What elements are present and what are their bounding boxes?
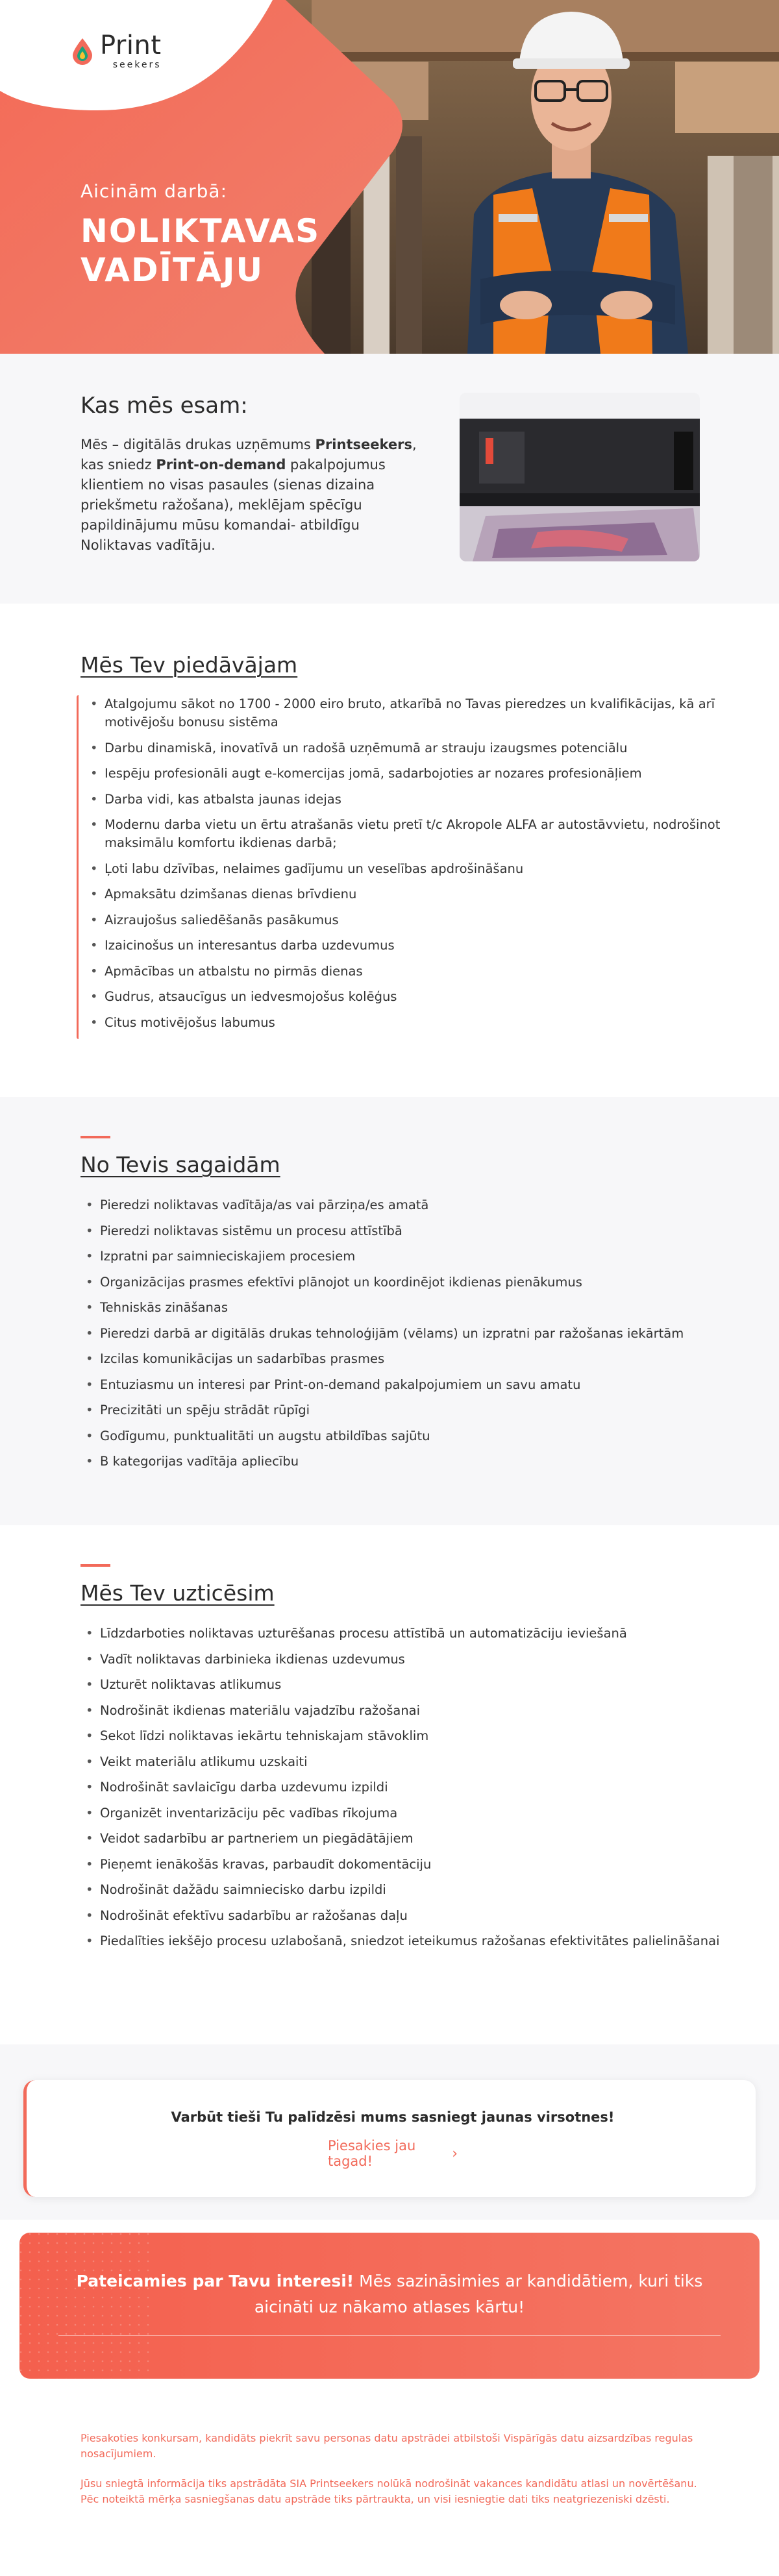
list-item: • Izpratni par saimnieciskajiem procesiem [80,1247,730,1266]
list-item: • Izaicinošus un interesantus darba uzdevumus [85,937,726,955]
expect-title: No Tevis sagaidām [80,1152,280,1177]
footer-consent-text: Piesakoties konkursam, kandidāts piekrīt savu personas datu apstrādei atbilstoši Vispārīgās datu aizsardzības regulas nosacījumiem. [80,2432,693,2460]
list-item: • Aizraujošus saliedēšanās pasākumus [85,911,726,929]
privacy-footer [80,2431,704,2507]
list-item: • Sekot līdzi noliktavas iekārtu tehniskajam stāvoklim [80,1727,730,1745]
cta-section [0,2044,779,2220]
hero-title [80,212,320,289]
chevron-right-icon: › [452,2145,458,2162]
list-item: • Darba vidi, kas atbalsta jaunas idejas [85,791,726,809]
about-text [80,435,431,556]
list-item: • Tehniskās zināšanas [80,1299,730,1317]
list-item: • Nodrošināt dažādu saimniecisko darbu izpildi [80,1881,730,1899]
list-item: • Organizācijas prasmes efektīvi plānojot un koordinējot ikdienas pienākumus [80,1273,730,1292]
list-item: • Piedalīties iekšējo procesu uzlabošanā, sniedzot ieteikumus ražošanas efektivitātes palielināšanai [80,1932,730,1950]
list-item: • Apmaksātu dzimšanas dienas brīvdienu [85,885,726,903]
about-text-part: pakalpojumus klientiem no visas pasaules (sienas dizaina priekšmetu ražošana), meklējam spēcīgu papildinājumu mūsu komandai- atbildīgu Noliktavas vadītāju. [80,457,386,553]
expect-section [0,1097,779,1525]
list-item: • Pieredzi noliktavas sistēmu un procesu attīstībā [80,1222,730,1240]
hero-title-line-1: NOLIKTAVAS [80,212,321,250]
list-item: • Pieņemt ienākošās kravas, parbaudīt dokomentāciju [80,1856,730,1874]
thanks-banner [19,2233,760,2379]
list-item: • Entuziasmu un interesi par Print-on-demand pakalpojumiem un savu amatu [80,1376,730,1394]
thanks-rest: Mēs sazināsimies ar kandidātiem, kuri tiks aicināti uz nākamo atlases kārtu! [254,2272,703,2316]
list-item: • Uzturēt noliktavas atlikumus [80,1676,730,1694]
cta-question: Varbūt tieši Tu palīdzēsi mums sasniegt jaunas virsotnes! [171,2109,615,2125]
about-company-name: Printseekers [315,437,412,452]
logo-wordmark: Print [100,31,162,60]
divider [58,2335,721,2336]
list-item: • Iespēju profesionāli augt e-komercijas jomā, sadarbojoties ar nozares profesionāļiem [85,765,726,783]
list-item: • Darbu dinamiskā, inovatīvā un radošā uzņēmumā ar strauju izaugsmes potenciālu [85,739,726,757]
list-item: • Veikt materiālu atlikumu uzskaiti [80,1753,730,1771]
accent-dash [80,1136,110,1138]
list-item: • Pieredzi darbā ar digitālās drukas tehnoloģijām (vēlams) un izpratni par ražošanas iekārtām [80,1325,730,1343]
list-item: • Organizēt inventarizāciju pēc vadības rīkojuma [80,1804,730,1822]
list-item: • Ļoti labu dzīvības, nelaimes gadījumu un veselības apdrošināšanu [85,860,726,878]
list-item: • Pieredzi noliktavas vadītāja/as vai pārziņa/es amatā [80,1196,730,1214]
drop-logo-icon [71,37,93,66]
about-text-part: Mēs – digitālās drukas uzņēmums [80,437,315,452]
printseekers-logo[interactable] [71,32,162,70]
about-section [0,354,779,604]
footer-processing-text: Jūsu sniegtā informācija tiks apstrādāta SIA Printseekers nolūkā nodrošināt vakances kandidātu atlasi un novērtēšanu. Pēc noteiktā mērķa sasniegšanas datu apstrāde tiks pārtraukta, un visi iesniegtie dati tiks neatgriezeniski dzēsti. [80,2477,697,2505]
list-item: • Līdzdarboties noliktavas uzturēšanas procesu attīstībā un automatizāciju ieviešanā [80,1625,730,1643]
offer-title: Mēs Tev piedāvājam [80,652,298,678]
hero-title-line-2: VADĪTĀJU [80,251,264,289]
accent-dash [80,1564,110,1567]
list-item: • Atalgojumu sākot no 1700 - 2000 eiro bruto, atkarībā no Tavas pieredzes un kvalifikācijas, kā arī motivējošu bonusu sistēma [85,695,726,731]
logo-subtitle: seekers [112,60,162,70]
hero-banner [0,0,779,354]
list-item: • Nodrošināt ikdienas materiālu vajadzību ražošanai [80,1702,730,1720]
hero-kicker: Aicinām darbā: [80,180,227,202]
list-item: • Citus motivējošus labumus [85,1014,726,1032]
offer-section [0,607,779,1090]
thanks-message [58,2268,721,2320]
cta-card [23,2080,756,2197]
thanks-bold: Pateicamies par Tavu interesi! [76,2272,354,2290]
list-item: • Nodrošināt efektīvu sadarbību ar ražošanas daļu [80,1907,730,1925]
apply-now-button[interactable] [328,2140,458,2167]
printer-photo [460,393,700,561]
list-item: • Veidot sadarbību ar partneriem un piegādātājiem [80,1830,730,1848]
list-item: • Izcilas komunikācijas un sadarbības prasmes [80,1350,730,1368]
list-item: • Apmācības un atbalstu no pirmās dienas [85,963,726,981]
about-service-name: Print-on-demand [156,457,286,472]
list-item: • Precizitāti un spēju strādāt rūpīgi [80,1401,730,1419]
about-text-part: , kas sniedz [80,437,417,472]
list-item: • Gudrus, atsaucīgus un iedvesmojošus kolēģus [85,988,726,1006]
apply-now-label: Piesakies jau tagad! [328,2138,416,2169]
list-item: • Modernu darba vietu un ērtu atrašanās vietu pretī t/c Akropole ALFA ar autostāvvietu, nodrošinot maksimālu komfortu ikdienas darbā; [85,816,726,852]
offer-list [77,695,726,1039]
trust-section [0,1528,779,2041]
list-item: • Godīgumu, punktualitāti un augstu atbildības sajūtu [80,1427,730,1445]
list-item: • Vadīt noliktavas darbinieka ikdienas uzdevumus [80,1650,730,1669]
list-item: • B kategorijas vadītāja apliecību [80,1453,730,1471]
list-item: • Nodrošināt savlaicīgu darba uzdevumu izpildi [80,1778,730,1797]
trust-list [80,1625,730,1958]
about-title: Kas mēs esam: [80,393,248,419]
trust-title: Mēs Tev uzticēsim [80,1580,275,1606]
expect-list [80,1196,730,1478]
